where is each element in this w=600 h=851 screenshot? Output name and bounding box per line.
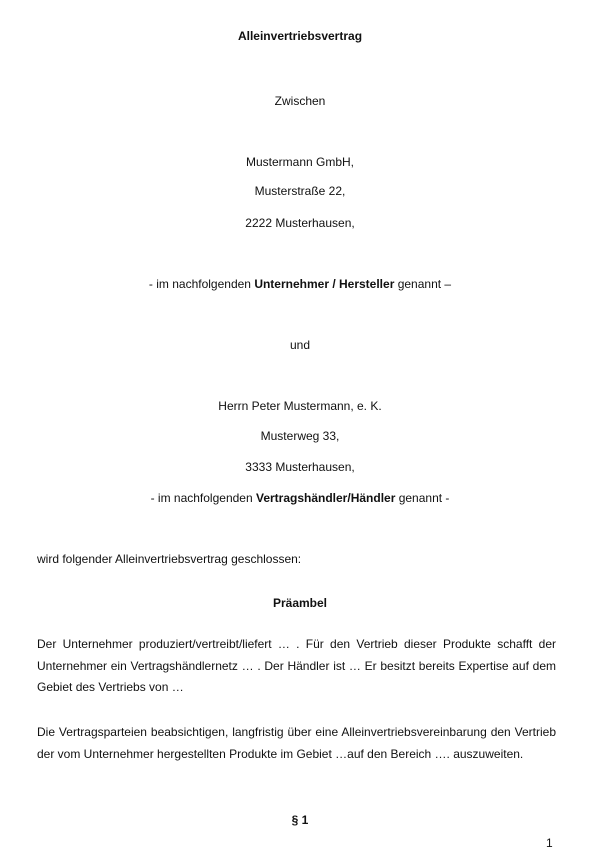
party2-role-suffix: genannt - xyxy=(395,491,450,505)
party1-role-line xyxy=(0,276,600,292)
party2-role-prefix: - im nachfolgenden xyxy=(150,491,256,505)
party1-role: Unternehmer / Hersteller xyxy=(254,277,395,291)
party1-name: Mustermann GmbH, xyxy=(245,155,355,169)
party2-name: Herrn Peter Mustermann, e. K. xyxy=(218,399,382,413)
party1-role-suffix: genannt – xyxy=(394,277,452,291)
party1-street: Musterstraße 22, xyxy=(254,184,346,198)
page-number: 1 xyxy=(546,836,553,850)
document-title: Alleinvertriebsvertrag xyxy=(237,29,363,43)
conclusion-text: wird folgender Alleinvertriebsvertrag geschlossen: xyxy=(37,552,302,566)
party2-street: Musterweg 33, xyxy=(260,429,340,443)
party2-city: 3333 Musterhausen, xyxy=(245,460,355,474)
preamble-paragraph-1: Der Unternehmer produziert/vertreibt/liefert … . Für den Vertrieb dieser Produkte schafft der Unternehmer ein Vertragshändlernetz … . Der Händler ist … Er besitzt bereits Expertise auf dem Gebiet des Vertriebs von … xyxy=(37,637,556,694)
section-1-heading: § 1 xyxy=(291,813,309,827)
between-label: Zwischen xyxy=(274,94,326,108)
party1-role-prefix: - im nachfolgenden xyxy=(148,277,255,291)
party2-role: Vertragshändler/Händler xyxy=(255,491,396,505)
preamble-heading: Präambel xyxy=(272,596,328,610)
party1-city: 2222 Musterhausen, xyxy=(245,216,355,230)
party2-role-line xyxy=(0,490,600,506)
preamble-paragraph-2: Die Vertragsparteien beabsichtigen, langfristig über eine Alleinvertriebsvereinbarung den Vertrieb der vom Unternehmer hergestellten Produkte im Gebiet …auf den Bereich …. auszuweiten. xyxy=(37,725,556,761)
and-label: und xyxy=(289,338,311,352)
